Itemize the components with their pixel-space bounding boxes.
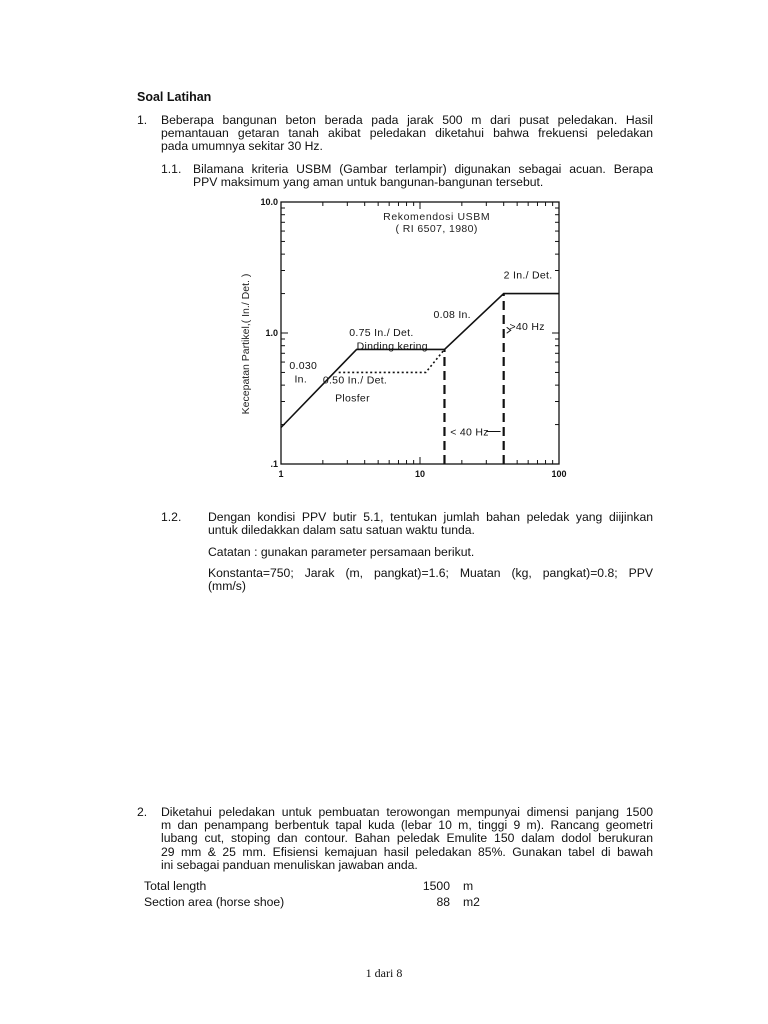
chart-subtitle: ( RI 6507, 1980) bbox=[395, 223, 478, 235]
question-1-number: 1. bbox=[137, 113, 148, 127]
criteria-lines bbox=[281, 294, 559, 428]
chart-annotations bbox=[289, 270, 552, 439]
question-1-2-params bbox=[208, 567, 653, 593]
question-2-line: Diketahui peledakan untuk pembuatan terowongan mempunyai dimensi panjang 1500 bbox=[161, 805, 653, 819]
chart-annotation: 2 In./ Det. bbox=[503, 269, 553, 282]
y-tick-label: .1 bbox=[270, 459, 278, 469]
chart-title: Rekomendosi USBM bbox=[383, 211, 491, 223]
question-2-line: ini sebagai panduan menuliskan jawaban anda. bbox=[161, 857, 418, 872]
question-1-2-line: untuk diledakkan dalam satu satuan waktu tunda. bbox=[208, 523, 475, 538]
question-1-1-number: 1.1. bbox=[161, 162, 182, 176]
y-tick-label: 10.0 bbox=[260, 197, 278, 207]
y-tick-label: 1.0 bbox=[265, 328, 278, 338]
table-value-section-area: 88 bbox=[436, 895, 450, 909]
question-1-2-number: 1.2. bbox=[161, 510, 182, 524]
question-2-number: 2. bbox=[137, 805, 148, 819]
question-1-line: Beberapa bangunan beton berada pada jarak 500 m dari pusat peledakan. Hasil bbox=[161, 113, 653, 127]
question-1-2-note: Catatan : gunakan parameter persamaan berikut. bbox=[208, 545, 475, 559]
chart-annotation: 0.75 In./ Det. bbox=[349, 326, 414, 339]
chart-annotation: Dinding kering bbox=[356, 340, 428, 353]
drywall-criteria-line bbox=[281, 294, 559, 428]
chart-annotation: 0.50 In./ Det. bbox=[322, 374, 388, 387]
page-title: Soal Latihan bbox=[137, 90, 212, 104]
question-2-line: 29 mm & 25 mm. Efisiensi kemajuan hasil peledakan 85%. Gunakan tabel di bawah bbox=[161, 844, 653, 859]
table-unit-section-area: m2 bbox=[463, 895, 480, 909]
question-1-text bbox=[161, 114, 653, 154]
x-tick-label: 1 bbox=[278, 469, 284, 479]
question-1-2-line: Dengan kondisi PPV butir 5.1, tentukan jumlah bahan peledak yang diijinkan bbox=[208, 510, 653, 524]
question-1-2-text bbox=[208, 511, 653, 537]
question-1-line: pada umumnya sekitar 30 Hz. bbox=[161, 139, 323, 154]
x-tick-label: 10 bbox=[414, 469, 426, 479]
chart-annotation: 0.030 bbox=[289, 360, 318, 373]
table-value-total-length: 1500 bbox=[422, 879, 450, 893]
params-line: (mm/s) bbox=[208, 579, 246, 594]
question-1-1-line: PPV maksimum yang aman untuk bangunan-bangunan tersebut. bbox=[193, 175, 544, 190]
table-unit-total-length: m bbox=[463, 879, 474, 893]
question-2-line: lubang cut, stoping dan contour. Bahan peledak Emulite 150 dalam dodol berukuran bbox=[161, 831, 653, 846]
question-1-line: pemantauan getaran tanah akibat peledakan diketahui bahwa frekuensi peledakan bbox=[161, 126, 653, 141]
question-2-text bbox=[161, 806, 653, 872]
chart-annotation: 0.08 In. bbox=[433, 309, 471, 322]
chart-annotation: In. bbox=[294, 373, 308, 386]
table-label-total-length: Total length bbox=[144, 879, 207, 893]
question-2-line: m dan penampang berbentuk tapal kuda (lebar 10 m, tinggi 9 m). Rancang geometri bbox=[161, 818, 653, 833]
table-label-section-area: Section area (horse shoe) bbox=[144, 895, 285, 909]
question-1-1-text bbox=[193, 163, 653, 189]
params-line: Konstanta=750; Jarak (m, pangkat)=1.6; Muatan (kg, pangkat)=0.8; PPV bbox=[208, 566, 653, 580]
chart-annotation: < 40 Hz bbox=[450, 426, 489, 439]
plaster-criteria-line bbox=[339, 349, 445, 372]
usbm-vibration-chart bbox=[232, 192, 582, 482]
page-footer: 1 dari 8 bbox=[365, 966, 403, 980]
chart-annotation: Plosfer bbox=[335, 392, 370, 405]
y-axis-label: Kecepatan Partikel,( In./ Det. ) bbox=[240, 273, 252, 415]
x-tick-label: 100 bbox=[551, 469, 567, 479]
question-1-1-line: Bilamana kriteria USBM (Gambar terlampir) digunakan sebagai acuan. Berapa bbox=[193, 162, 653, 176]
chart-annotation: >40 Hz bbox=[509, 321, 545, 334]
